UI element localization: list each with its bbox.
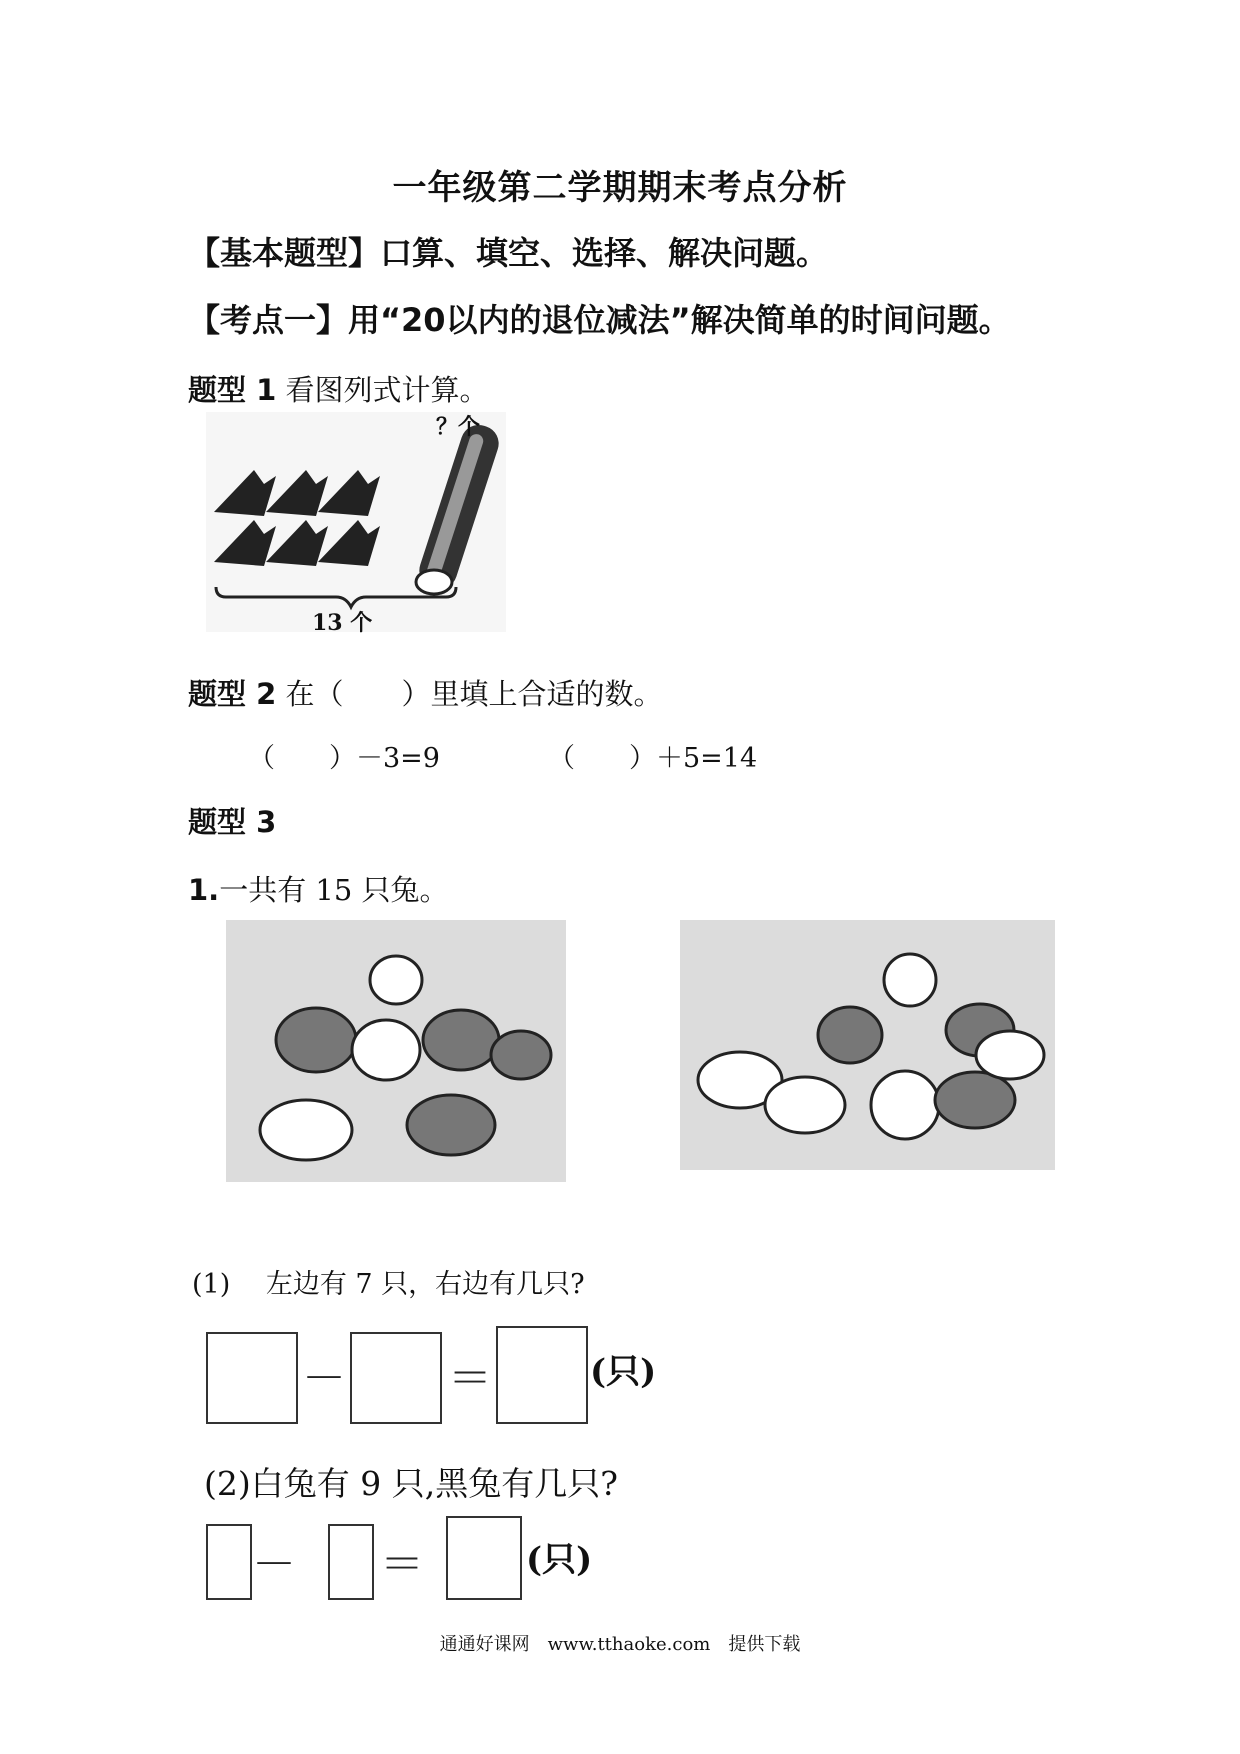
equals-sign: ＝ — [448, 1353, 492, 1404]
answer-box[interactable] — [206, 1524, 252, 1600]
rabbits-left-illustration — [226, 920, 566, 1182]
rabbits-right-image — [680, 920, 1055, 1170]
footer: 通通好课网 www.tthaoke.com 提供下载 — [439, 1634, 801, 1655]
answer-box[interactable] — [446, 1516, 522, 1600]
q2-label: 题型 2 — [188, 677, 277, 711]
q2-heading — [188, 672, 663, 713]
minus-sign: － — [302, 1353, 346, 1404]
q3-heading — [188, 800, 276, 841]
shuttlecock-figure — [206, 412, 506, 636]
q1-label: 题型 1 — [188, 373, 277, 407]
q3-sub2: (2)白兔有 9 只,黑兔有几只? — [204, 1464, 618, 1503]
rabbits-left-image — [226, 920, 566, 1182]
fig-unknown: ？个 — [436, 414, 481, 440]
q3-label: 题型 3 — [188, 805, 277, 839]
answer-box[interactable] — [206, 1332, 298, 1424]
q3-item1-text: 一共有 15 只兔。 — [219, 873, 449, 907]
tube-icon — [415, 420, 504, 594]
answer-box[interactable] — [328, 1524, 374, 1600]
shuttlecock-illustration — [206, 412, 506, 632]
rabbits-right-illustration — [680, 920, 1055, 1170]
answer-box[interactable] — [350, 1332, 442, 1424]
q2-eq2: （ ）＋5=14 — [548, 743, 758, 774]
q3-item1 — [188, 868, 449, 909]
unit-label: (只) — [590, 1352, 657, 1392]
equals-sign: ＝ — [380, 1539, 424, 1590]
minus-sign: － — [252, 1539, 296, 1590]
q2-eq1: （ ）－3=9 — [248, 743, 440, 774]
shuttlecock-icon — [214, 520, 276, 566]
q3-sub1: (1) 左边有 7 只，右边有几只? — [192, 1269, 585, 1300]
q1-heading — [188, 368, 489, 409]
answer-box[interactable] — [496, 1326, 588, 1424]
shuttlecock-icon — [214, 470, 276, 516]
basic-types: 【基本题型】口算、填空、选择、解决问题。 — [188, 234, 829, 272]
q2-text: 在（ ）里填上合适的数。 — [285, 677, 663, 711]
q1-text: 看图列式计算。 — [285, 373, 489, 407]
fig-total: 13 个 — [312, 610, 373, 636]
unit-label: (只) — [526, 1540, 593, 1580]
page-title: 一年级第二学期期末考点分析 — [392, 168, 848, 208]
q3-item1-num: 1. — [188, 873, 220, 907]
point-one: 【考点一】用“20以内的退位减法”解决简单的时间问题。 — [188, 301, 1011, 339]
